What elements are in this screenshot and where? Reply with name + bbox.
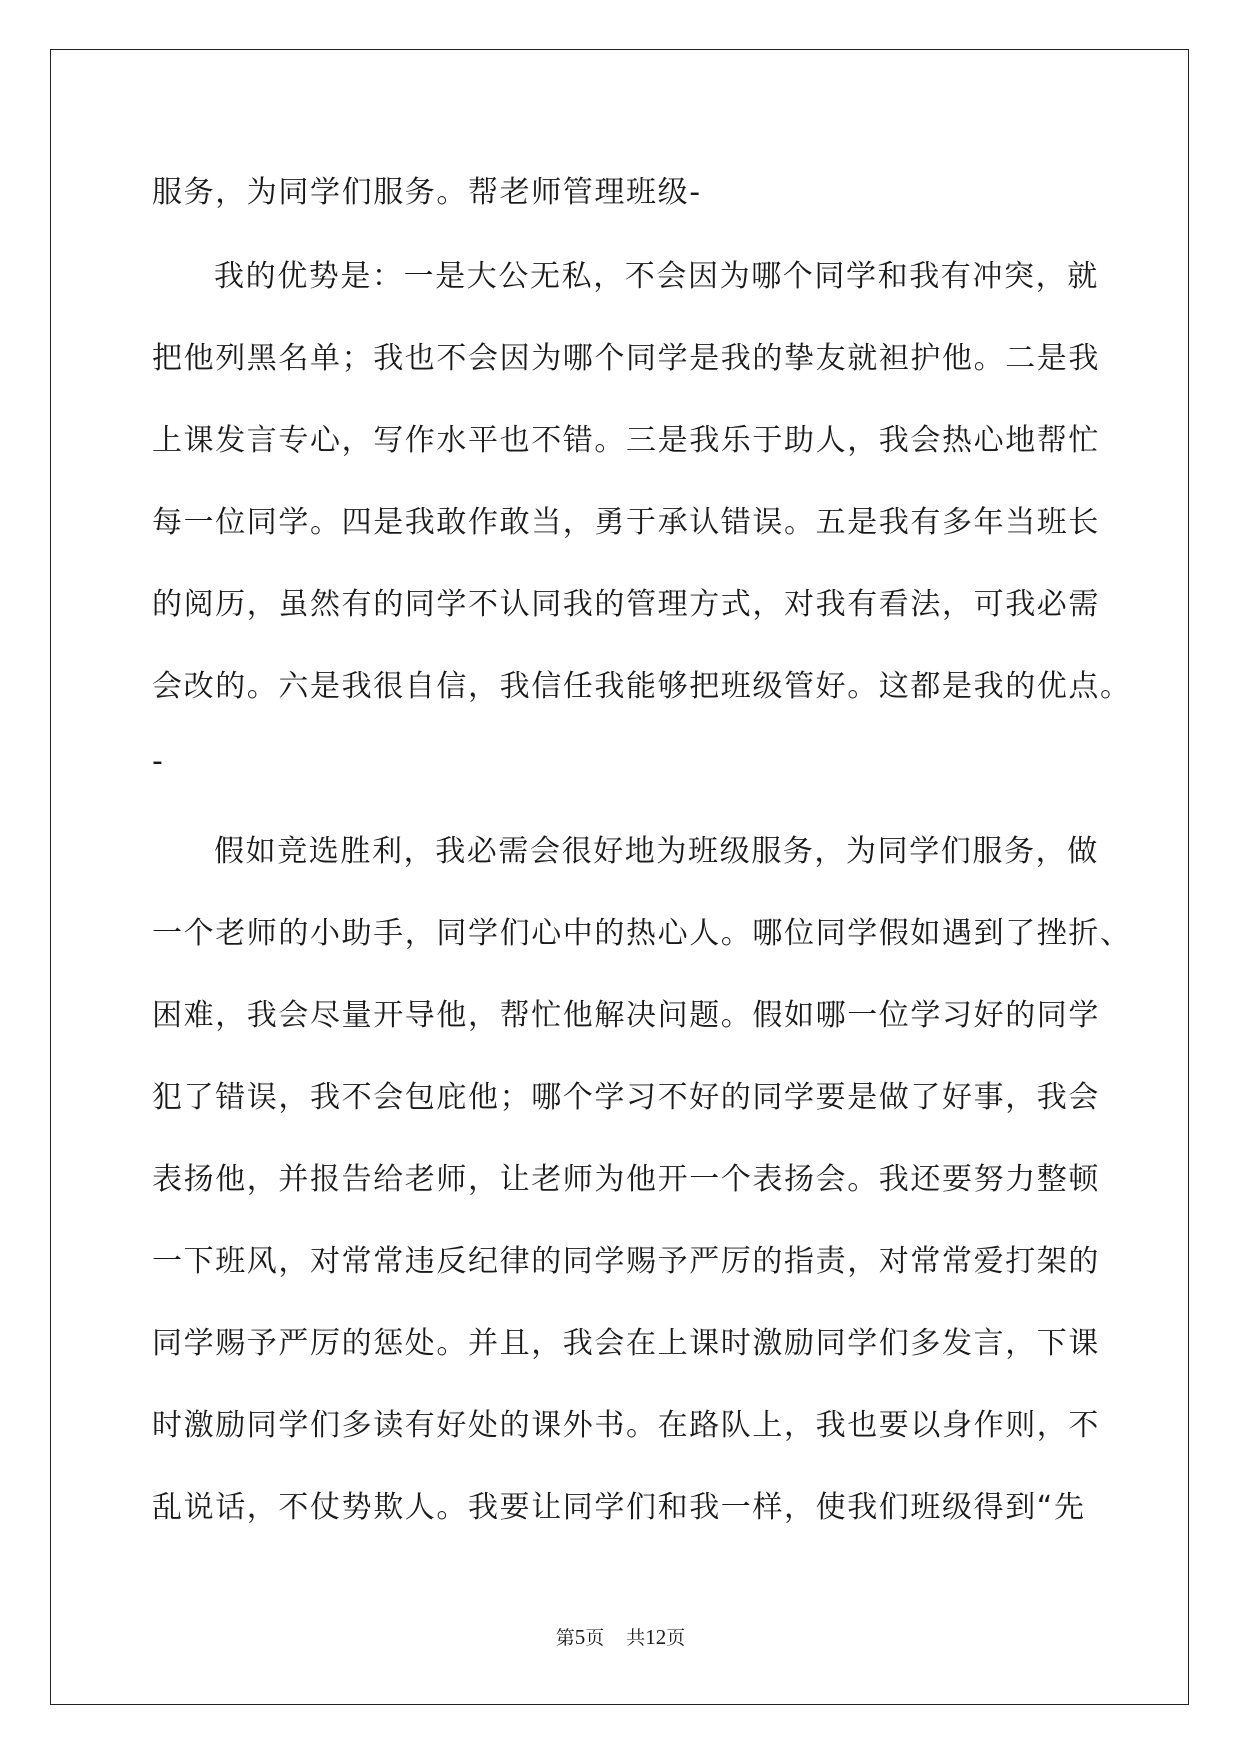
page-border (50, 49, 1189, 1705)
page-number-prefix: 第 (555, 1627, 575, 1649)
text-line: 上课发言专心，写作水平也不错。三是我乐于助人，我会热心地帮忙 (152, 423, 1100, 458)
page-number-suffix: 页 (585, 1627, 605, 1649)
text-line: - (152, 744, 165, 779)
paragraph-first-line: 假如竞选胜利，我必需会很好地为班级服务，为同学们服务，做 (214, 834, 1099, 869)
page-total-prefix: 共 (626, 1627, 646, 1649)
text-line: 乱说话，不仗势欺人。我要让同学们和我一样，使我们班级得到“先 (152, 1490, 1086, 1525)
text-line: 每一位同学。四是我敢作敢当，勇于承认错误。五是我有多年当班长 (152, 505, 1100, 540)
text-line: 犯了错误，我不会包庇他；哪个学习不好的同学要是做了好事，我会 (152, 1080, 1100, 1115)
text-line: 一个老师的小助手，同学们心中的热心人。哪位同学假如遇到了挫折、 (152, 916, 1132, 951)
text-line: 困难，我会尽量开导他，帮忙他解决问题。假如哪一位学习好的同学 (152, 998, 1100, 1033)
paragraph-first-line: 我的优势是：一是大公无私，不会因为哪个同学和我有冲突，就 (214, 259, 1099, 294)
text-line: 表扬他，并报告给老师，让老师为他开一个表扬会。我还要努力整顿 (152, 1162, 1100, 1197)
text-line: 时激励同学们多读有好处的课外书。在路队上，我也要以身作则，不 (152, 1408, 1100, 1443)
text-line: 服务，为同学们服务。帮老师管理班级- (152, 175, 702, 210)
text-line: 一下班风，对常常违反纪律的同学赐予严厉的指责，对常常爱打架的 (152, 1244, 1100, 1279)
text-line: 的阅历，虽然有的同学不认同我的管理方式，对我有看法，可我必需 (152, 587, 1100, 622)
page-footer (0, 1625, 1241, 1650)
text-line: 把他列黑名单；我也不会因为哪个同学是我的挚友就袒护他。二是我 (152, 341, 1100, 376)
page-total-count: 12 (645, 1625, 667, 1649)
text-line: 会改的。六是我很自信，我信任我能够把班级管好。这都是我的优点。 (152, 669, 1132, 704)
page-number-current: 5 (574, 1625, 586, 1649)
page-total-suffix: 页 (666, 1627, 686, 1649)
text-line: 同学赐予严厉的惩处。并且，我会在上课时激励同学们多发言，下课 (152, 1326, 1100, 1361)
